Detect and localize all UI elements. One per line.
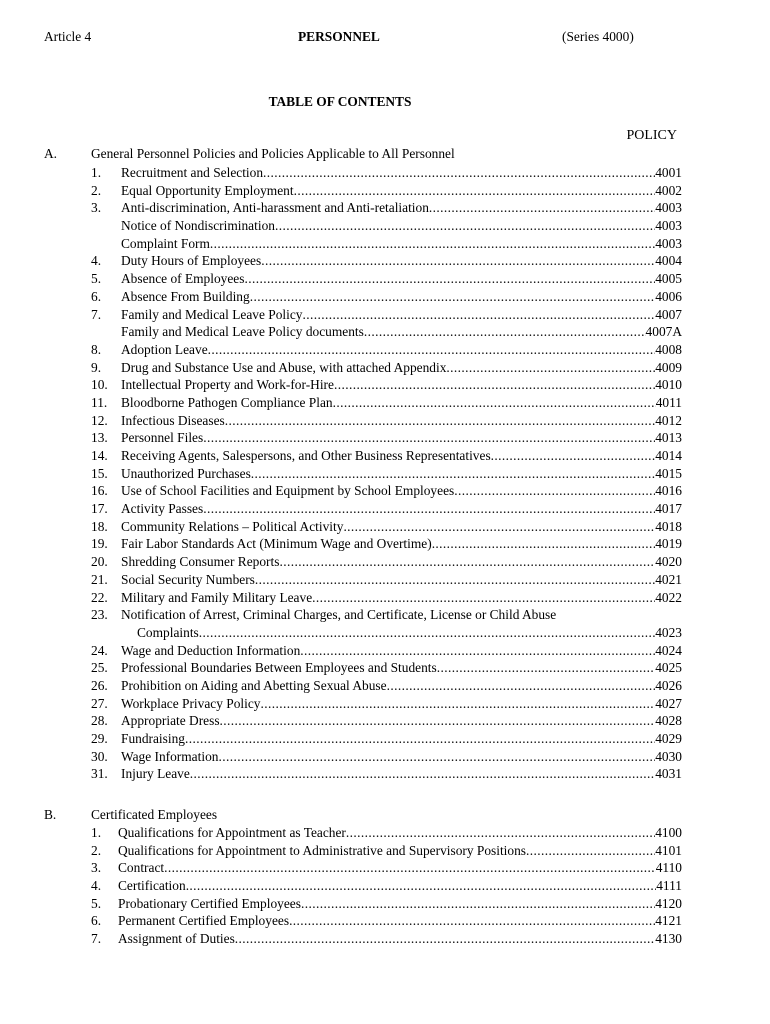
- dot-leader: [491, 447, 656, 465]
- toc-entry: [0, 859, 770, 877]
- entry-title: Family and Medical Leave Policy: [121, 306, 303, 322]
- entry-line: [121, 748, 682, 766]
- entry-number: 30.: [91, 748, 108, 764]
- entry-title: Probationary Certified Employees: [118, 895, 301, 911]
- dot-leader: [279, 553, 655, 571]
- entry-number: 6.: [91, 288, 102, 304]
- entry-title: Activity Passes: [121, 501, 204, 517]
- entry-title: Qualifications for Appointment as Teacher: [118, 825, 346, 840]
- toc-entry: [0, 217, 770, 235]
- entry-title: Shredding Consumer Reports: [121, 554, 280, 570]
- entry-title: Anti-discrimination, Anti-harassment and Anti-retaliation: [121, 200, 429, 216]
- entry-line: [121, 589, 682, 607]
- toc-entry: [0, 535, 770, 553]
- entry-number: 4.: [91, 253, 102, 269]
- dot-leader: [260, 695, 655, 713]
- toc-entry: [0, 765, 770, 783]
- entry-line: [121, 482, 682, 500]
- entry-number: 24.: [91, 642, 108, 658]
- policy-number: 4004: [655, 253, 682, 269]
- entry-line: [121, 270, 682, 288]
- policy-number: 4130: [655, 931, 682, 947]
- entry-title: Complaints: [137, 624, 199, 640]
- policy-number: 4007A: [645, 324, 682, 340]
- entry-title: Equal Opportunity Employment: [121, 182, 294, 198]
- entry-line: [118, 877, 682, 895]
- dot-leader: [364, 323, 646, 341]
- entry-number: 27.: [91, 695, 108, 711]
- dot-leader: [454, 482, 655, 500]
- entry-title: Military and Family Military Leave: [121, 589, 313, 605]
- entry-title: Complaint Form: [121, 235, 210, 251]
- toc-entry: [0, 199, 770, 217]
- dot-leader: [186, 877, 657, 895]
- entry-title: Fundraising: [121, 731, 185, 746]
- policy-number: 4111: [656, 878, 682, 894]
- entry-title: Fair Labor Standards Act (Minimum Wage and Overtime): [121, 536, 432, 552]
- toc-entry: [0, 164, 770, 182]
- series-range: (Series 4000): [562, 29, 634, 44]
- entry-number: 18.: [91, 518, 108, 534]
- entry-title: Injury Leave: [121, 766, 190, 782]
- article-label: Article 4: [44, 29, 92, 44]
- entry-number: 14.: [91, 448, 108, 463]
- dot-leader: [261, 252, 655, 270]
- dot-leader: [334, 376, 655, 394]
- policy-number: 4024: [655, 642, 682, 658]
- dot-leader: [333, 394, 656, 412]
- entry-number: 5.: [91, 895, 102, 911]
- policy-number: 4020: [655, 554, 682, 570]
- policy-number: 4018: [655, 518, 682, 534]
- policy-number: 4100: [655, 825, 682, 840]
- entry-line: [121, 359, 682, 377]
- entry-line: [121, 765, 682, 783]
- dot-leader: [210, 235, 655, 253]
- toc-entry: [0, 553, 770, 571]
- dot-leader: [300, 642, 655, 660]
- toc-entry: [0, 270, 770, 288]
- toc-entry: [0, 235, 770, 253]
- entry-number: 12.: [91, 412, 108, 428]
- dot-leader: [275, 217, 655, 235]
- entry-line: [121, 642, 682, 660]
- policy-number: 4007: [655, 306, 682, 322]
- entry-title: Family and Medical Leave Policy documents: [121, 324, 364, 340]
- dot-leader: [301, 895, 655, 913]
- section-a-list: [0, 164, 770, 783]
- policy-column-label: POLICY: [626, 128, 677, 143]
- toc-entry: [0, 429, 770, 447]
- entry-title: Community Relations – Political Activity: [121, 518, 344, 534]
- entry-title: Professional Boundaries Between Employees and Students: [121, 660, 437, 676]
- entry-line: [121, 235, 682, 253]
- entry-number: 6.: [91, 913, 102, 929]
- entry-number: 15.: [91, 465, 108, 481]
- toc-entry: [0, 824, 770, 842]
- dot-leader: [346, 824, 655, 842]
- dot-leader: [203, 429, 655, 447]
- toc-entry: [0, 877, 770, 895]
- policy-number: 4023: [655, 624, 682, 640]
- entry-title: Infectious Diseases: [121, 412, 225, 428]
- policy-number: 4121: [655, 913, 682, 929]
- entry-line: [121, 553, 682, 571]
- toc-entry: [0, 659, 770, 677]
- entry-line: [121, 535, 682, 553]
- entry-title: Use of School Facilities and Equipment by School Employees: [121, 483, 455, 499]
- entry-number: 23.: [91, 607, 108, 623]
- entry-title: Wage Information: [121, 748, 219, 764]
- toc-entry: [0, 895, 770, 913]
- entry-number: 4.: [91, 878, 102, 894]
- entry-title: Social Security Numbers: [121, 571, 255, 587]
- entry-number: 19.: [91, 536, 108, 552]
- dot-leader: [263, 164, 655, 182]
- entry-number: 22.: [91, 589, 108, 605]
- policy-number: 4025: [655, 660, 682, 676]
- toc-entry: [0, 589, 770, 607]
- policy-number: 4010: [655, 377, 682, 393]
- toc-entry: [0, 748, 770, 766]
- policy-number: 4006: [655, 288, 682, 304]
- policy-number: 4012: [655, 412, 682, 428]
- entry-number: 21.: [91, 571, 108, 587]
- entry-line: [118, 824, 682, 842]
- entry-number: 2.: [91, 842, 102, 858]
- entry-title: Notification of Arrest, Criminal Charges, and Certificate, License or Child Abuse: [121, 607, 557, 623]
- dot-leader: [225, 412, 655, 430]
- toc-entry: [0, 571, 770, 589]
- toc-entry: [0, 394, 770, 412]
- policy-number: 4026: [655, 677, 682, 693]
- entry-line: [121, 306, 682, 324]
- entry-line: [121, 323, 682, 341]
- policy-number: 4002: [655, 182, 682, 198]
- policy-number: 4014: [655, 448, 682, 463]
- policy-number: 4008: [655, 341, 682, 357]
- dot-leader: [235, 930, 655, 948]
- series-title: PERSONNEL: [298, 29, 380, 44]
- entry-title: Permanent Certified Employees: [118, 913, 290, 929]
- entry-line: [121, 199, 682, 217]
- toc-entry: [0, 323, 770, 341]
- entry-title: Adoption Leave: [121, 341, 208, 357]
- entry-number: 8.: [91, 341, 102, 357]
- entry-number: 7.: [91, 306, 102, 322]
- entry-title: Contract: [118, 860, 165, 876]
- entry-number: 5.: [91, 271, 102, 287]
- toc-entry: [0, 252, 770, 270]
- entry-number: 3.: [91, 860, 102, 876]
- entry-number: 29.: [91, 731, 108, 746]
- toc-entry: [0, 465, 770, 483]
- entry-line: [121, 571, 682, 589]
- entry-line: [121, 465, 682, 483]
- entry-number: 16.: [91, 483, 108, 499]
- dot-leader: [218, 748, 655, 766]
- policy-number: 4031: [655, 766, 682, 782]
- entry-line: [121, 164, 682, 182]
- entry-line: [118, 842, 682, 860]
- toc-entry: [0, 359, 770, 377]
- toc-entry: [0, 182, 770, 200]
- section-letter: A.: [44, 146, 58, 161]
- policy-number: 4003: [655, 200, 682, 216]
- entry-title: Certification: [118, 878, 186, 894]
- dot-leader: [251, 465, 655, 483]
- toc-entry: [0, 412, 770, 430]
- dot-leader: [446, 359, 655, 377]
- entry-line: [121, 217, 682, 235]
- entry-number: 3.: [91, 200, 102, 216]
- policy-number: 4001: [655, 165, 682, 180]
- entry-title: Appropriate Dress: [121, 713, 220, 729]
- toc-entry: [0, 712, 770, 730]
- dot-leader: [294, 182, 656, 200]
- dot-leader: [220, 712, 656, 730]
- policy-number: 4015: [655, 465, 682, 481]
- entry-number: 28.: [91, 713, 108, 729]
- entry-title: Receiving Agents, Salespersons, and Other Business Representatives: [121, 448, 491, 463]
- entry-line: [121, 376, 682, 394]
- entry-line: [121, 412, 682, 430]
- toc-heading-text: TABLE OF CONTENTS: [268, 94, 412, 109]
- entry-line: [121, 695, 682, 713]
- dot-leader: [437, 659, 655, 677]
- entry-line: [121, 712, 682, 730]
- toc-entry: [0, 500, 770, 518]
- dot-leader: [429, 199, 655, 217]
- section-title: Certificated Employees: [91, 807, 218, 822]
- dot-leader: [203, 500, 655, 518]
- dot-leader: [190, 765, 655, 783]
- entry-title: Personnel Files: [121, 430, 204, 446]
- entry-line: [118, 859, 682, 877]
- entry-title: Drug and Substance Use and Abuse, with attached Appendix: [121, 359, 447, 375]
- entry-title: Workplace Privacy Policy: [121, 695, 261, 711]
- policy-number: 4009: [655, 359, 682, 375]
- policy-number: 4019: [655, 536, 682, 552]
- policy-number: 4120: [655, 895, 682, 911]
- policy-number: 4030: [655, 748, 682, 764]
- entry-line: [121, 182, 682, 200]
- dot-leader: [302, 306, 655, 324]
- dot-leader: [526, 842, 655, 860]
- policy-number: 4110: [655, 860, 682, 876]
- section-letter: B.: [44, 807, 57, 822]
- entry-line: [121, 394, 682, 412]
- entry-title: Intellectual Property and Work-for-Hire: [121, 377, 334, 393]
- entry-title: Bloodborne Pathogen Compliance Plan: [121, 394, 333, 410]
- dot-leader: [250, 288, 656, 306]
- entry-number: 1.: [91, 825, 102, 840]
- entry-line: [137, 624, 682, 642]
- entry-number: 31.: [91, 766, 108, 782]
- dot-leader: [343, 518, 655, 536]
- policy-number: 4021: [655, 571, 682, 587]
- toc-entry: [0, 842, 770, 860]
- entry-title: Unauthorized Purchases: [121, 465, 251, 481]
- entry-title: Duty Hours of Employees: [121, 253, 262, 269]
- entry-number: 17.: [91, 501, 108, 517]
- entry-number: 26.: [91, 677, 108, 693]
- toc-entry: [0, 447, 770, 465]
- entry-line: [121, 341, 682, 359]
- entry-title: Absence of Employees: [121, 271, 245, 287]
- entry-line: [121, 500, 682, 518]
- entry-line: [121, 288, 682, 306]
- entry-title: Notice of Nondiscrimination: [121, 218, 275, 234]
- policy-number: 4017: [655, 501, 682, 517]
- policy-number: 4011: [655, 394, 682, 410]
- policy-number: 4101: [655, 842, 682, 858]
- dot-leader: [164, 859, 656, 877]
- entry-title: Assignment of Duties: [118, 931, 235, 947]
- toc-entry: [0, 606, 770, 624]
- entry-title: Recruitment and Selection: [121, 165, 264, 180]
- entry-title: Qualifications for Appointment to Administrative and Supervisory Positions: [118, 842, 527, 858]
- dot-leader: [387, 677, 656, 695]
- toc-entry: [0, 677, 770, 695]
- entry-number: 10.: [91, 377, 108, 393]
- policy-number: 4027: [655, 695, 682, 711]
- policy-number: 4013: [655, 430, 682, 446]
- entry-title: Absence From Building: [121, 288, 250, 304]
- dot-leader: [312, 589, 655, 607]
- entry-line: [121, 429, 682, 447]
- entry-number: 20.: [91, 554, 108, 570]
- toc-entry: [0, 306, 770, 324]
- policy-number: 4003: [655, 235, 682, 251]
- entry-line: [118, 895, 682, 913]
- entry-line: [121, 730, 682, 748]
- entry-line: [118, 930, 682, 948]
- toc-entry: [0, 518, 770, 536]
- toc-entry: [0, 695, 770, 713]
- entry-title: Wage and Deduction Information: [121, 642, 301, 658]
- entry-title: Prohibition on Aiding and Abetting Sexual Abuse: [121, 677, 387, 693]
- toc-entry: [0, 642, 770, 660]
- dot-leader: [432, 535, 656, 553]
- page-header: [0, 29, 770, 47]
- entry-line: [121, 447, 682, 465]
- toc-heading: [0, 94, 680, 110]
- entry-line: [121, 518, 682, 536]
- entry-line: [121, 677, 682, 695]
- policy-number: 4016: [655, 483, 682, 499]
- policy-number: 4029: [655, 731, 682, 746]
- toc-entry: [0, 288, 770, 306]
- toc-entry: [0, 482, 770, 500]
- dot-leader: [255, 571, 655, 589]
- policy-number: 4028: [655, 713, 682, 729]
- entry-number: 1.: [91, 165, 102, 180]
- dot-leader: [289, 912, 655, 930]
- toc-entry: [0, 624, 770, 642]
- entry-number: 2.: [91, 182, 102, 198]
- policy-number: 4003: [655, 218, 682, 234]
- toc-entry: [0, 730, 770, 748]
- section-title: General Personnel Policies and Policies Applicable to All Personnel: [91, 146, 455, 161]
- entry-line: [121, 659, 682, 677]
- policy-number: 4022: [655, 589, 682, 605]
- toc-entry: [0, 930, 770, 948]
- dot-leader: [185, 730, 655, 748]
- entry-number: 9.: [91, 359, 102, 375]
- toc-entry: [0, 912, 770, 930]
- dot-leader: [208, 341, 656, 359]
- dot-leader: [199, 624, 655, 642]
- entry-number: 7.: [91, 931, 102, 947]
- entry-line: [121, 252, 682, 270]
- entry-line: [118, 912, 682, 930]
- dot-leader: [244, 270, 655, 288]
- toc-entry: [0, 376, 770, 394]
- entry-number: 25.: [91, 660, 108, 676]
- toc-entry: [0, 341, 770, 359]
- policy-number: 4005: [655, 271, 682, 287]
- entry-number: 13.: [91, 430, 108, 446]
- entry-number: 11.: [91, 394, 108, 410]
- section-b-list: [0, 824, 770, 948]
